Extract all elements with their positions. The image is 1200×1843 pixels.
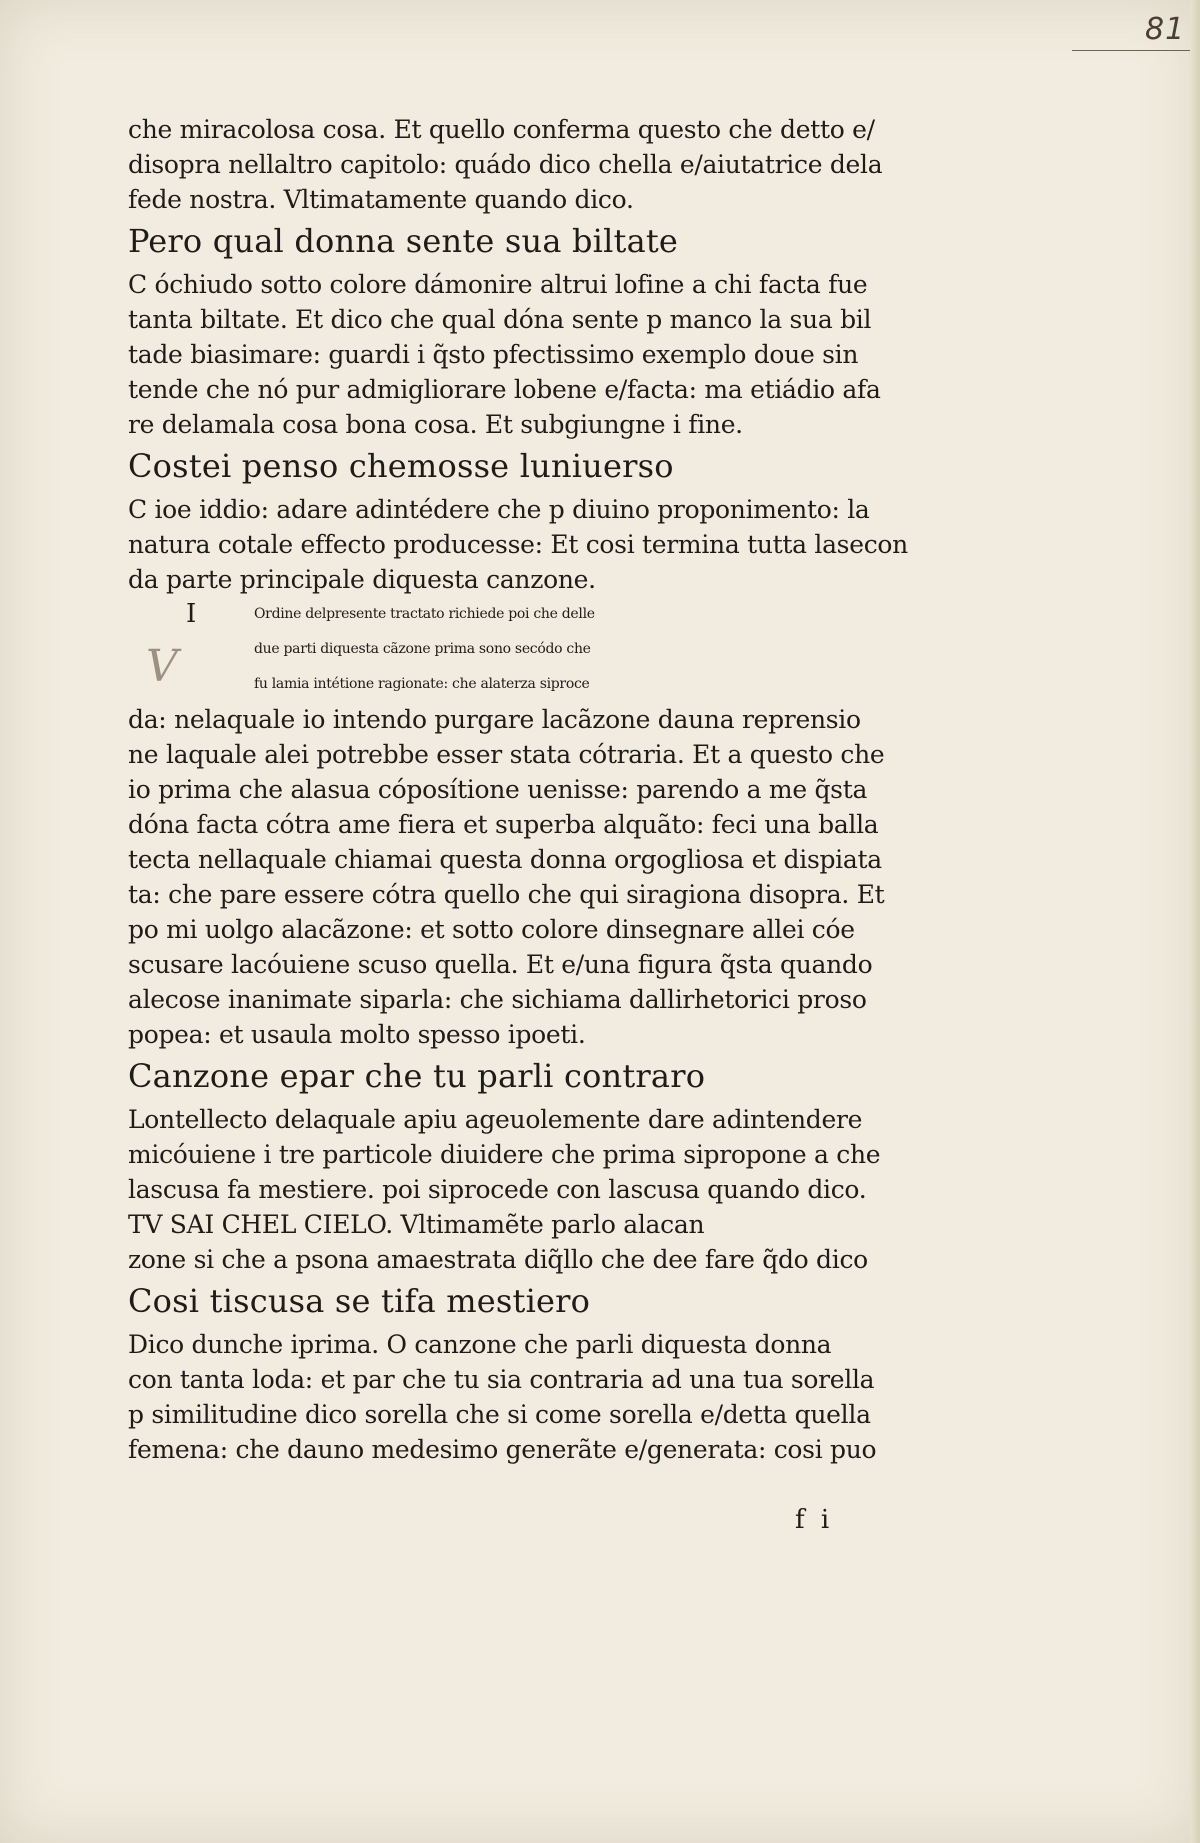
initial-paragraph [128, 597, 908, 1052]
text-line: zone si che a psona amaestrata diq̃llo che dee fare q̃do dico [128, 1245, 868, 1274]
text-line: p similitudine dico sorella che si come sorella e/detta quella [128, 1400, 871, 1429]
text-line: ta: che pare essere cótra quello che qui siragiona disopra. Et [128, 880, 885, 909]
text-line: Ordine delpresente tractato richiede poi che delle [254, 606, 595, 622]
paragraph [128, 1102, 908, 1277]
text-line: che miracolosa cosa. Et quello conferma questo che detto e/ [128, 115, 875, 144]
initial-mark: V [146, 641, 178, 692]
text-line: Lontellecto delaquale apiu ageuolemente dare adintendere [128, 1105, 863, 1134]
main-text-block [128, 112, 908, 1467]
verse-heading: Canzone epar che tu parli contraro [128, 1057, 706, 1095]
text-line: tade biasimare: guardi i q̃sto pfectissimo exemplo doue sin [128, 340, 859, 369]
text-line: lascusa fa mestiere. poi siprocede con lascusa quando dico. [128, 1175, 867, 1204]
text-line: io prima che alasua cóposítione uenisse: parendo a me q̃sta [128, 775, 868, 804]
text-line: po mi uolgo alacãzone: et sotto colore dinsegnare allei cóe [128, 915, 855, 944]
page-gutter-shadow [1190, 0, 1200, 1843]
text-line: due parti diquesta cãzone prima sono secódo che [254, 641, 591, 657]
signature-mark: f i [795, 1505, 834, 1535]
text-line: scusare lacóuiene scuso quella. Et e/una figura q̃sta quando [128, 950, 873, 979]
paragraph [128, 492, 908, 597]
text-line: natura cotale effecto producesse: Et cosi termina tutta lasecon [128, 530, 908, 559]
text-line: re delamala cosa bona cosa. Et subgiungne i fine. [128, 410, 743, 439]
verse-heading: Cosi tiscusa se tifa mestiero [128, 1282, 591, 1320]
text-line: da: nelaquale io intendo purgare lacãzone dauna reprensio [128, 705, 861, 734]
text-line: da parte principale diquesta canzone. [128, 565, 596, 594]
text-line: tecta nellaquale chiamai questa donna orgogliosa et dispiata [128, 845, 882, 874]
paragraph [128, 112, 908, 217]
text-line: con tanta loda: et par che tu sia contraria ad una tua sorella [128, 1365, 875, 1394]
verse-heading: Pero qual donna sente sua biltate [128, 222, 679, 260]
text-line: fu lamia intétione ragionate: che alaterza siproce [254, 676, 590, 692]
paragraph [128, 267, 908, 442]
text-line: TV SAI CHEL CIELO. Vltimamẽte parlo alacan [128, 1210, 705, 1239]
text-line: alecose inanimate siparla: che sichiama dallirhetorici proso [128, 985, 867, 1014]
folio-number: 81 [1145, 12, 1186, 47]
paragraph [128, 1327, 908, 1467]
text-line: tanta biltate. Et dico che qual dóna sente p manco la sua bil [128, 305, 872, 334]
text-line: popea: et usaula molto spesso ipoeti. [128, 1020, 586, 1049]
text-line: C óchiudo sotto colore dámonire altrui lofine a chi facta fue [128, 270, 868, 299]
text-line: dóna facta cótra ame fiera et superba alquãto: feci una balla [128, 810, 879, 839]
text-line: micóuiene i tre particole diuidere che prima sipropone a che [128, 1140, 881, 1169]
text-line: C ioe iddio: adare adintédere che p diuino proponimento: la [128, 495, 870, 524]
text-line: disopra nellaltro capitolo: quádo dico chella e/aiutatrice dela [128, 150, 883, 179]
guide-letter: I [186, 599, 197, 629]
text-line: fede nostra. Vltimatamente quando dico. [128, 185, 634, 214]
verse-heading: Costei penso chemosse luniuerso [128, 447, 674, 485]
text-line: tende che nó pur admigliorare lobene e/facta: ma etiádio afa [128, 375, 881, 404]
text-line: ne laquale alei potrebbe esser stata cótraria. Et a questo che [128, 740, 885, 769]
folio-rule [1072, 50, 1190, 51]
text-line: Dico dunche iprima. O canzone che parli diquesta donna [128, 1330, 832, 1359]
text-line: femena: che dauno medesimo generãte e/generata: cosi puo [128, 1435, 877, 1464]
